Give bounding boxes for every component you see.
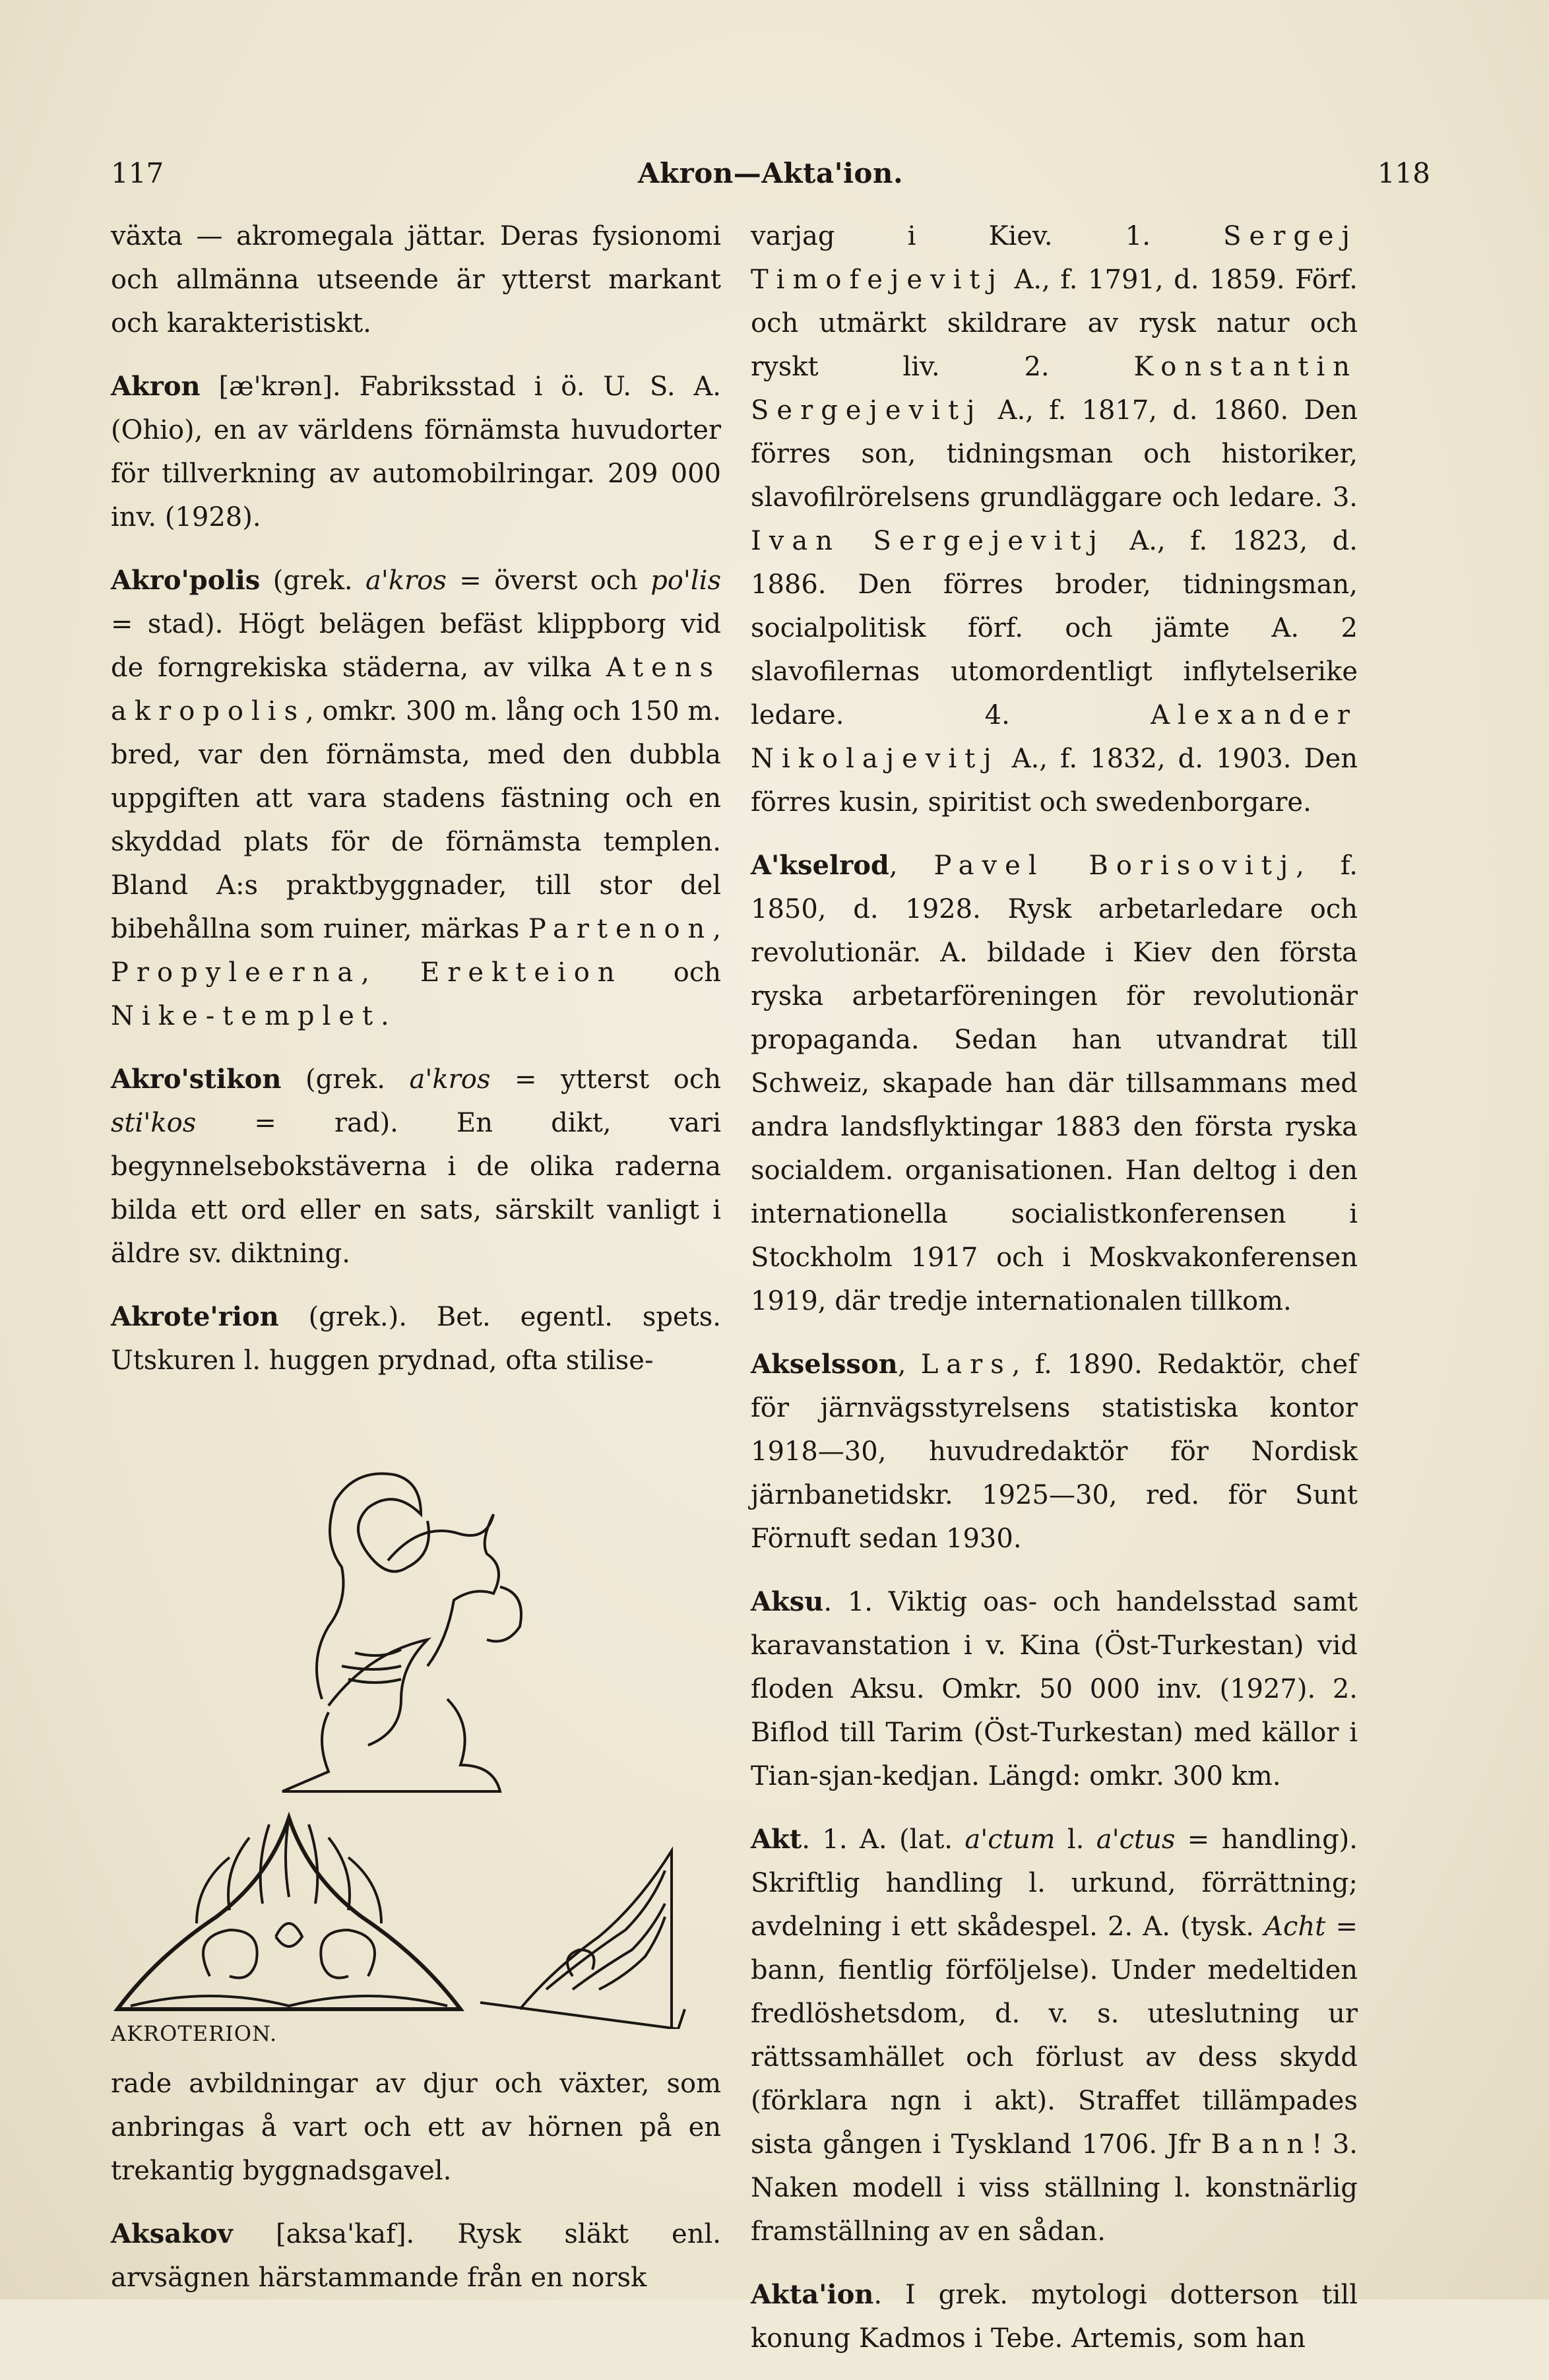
etymology-term: a'kros <box>365 565 447 596</box>
entry-text: . 1. A. (lat. <box>802 1824 965 1855</box>
entry-text: växta — akromegala jättar. Deras fysionomi och allmänna utseende är ytterst markant och karakteristiskt. <box>111 221 721 338</box>
griffin-figure <box>282 1473 521 1791</box>
page-number-right: 118 <box>1377 157 1430 189</box>
spaced-term: Konstantin Sergejevitj <box>751 352 1358 426</box>
entry-akropolis <box>111 559 721 1038</box>
etymology-term: a'kros <box>409 1064 491 1095</box>
entry-aksakov-continued <box>751 214 1358 824</box>
entry-akselsson <box>751 1343 1358 1560</box>
headword: Aksu <box>751 1586 824 1617</box>
side-profile-figure <box>480 1851 685 2029</box>
spaced-term: Sergej Timofejevitj <box>751 221 1358 295</box>
entry-akt <box>751 1818 1358 2253</box>
entry-akron <box>111 365 721 539</box>
right-column <box>751 214 1358 2380</box>
entry-text: varjag i Kiev. 1. <box>751 221 1224 251</box>
headword: Akselsson <box>751 1349 898 1380</box>
page-number-left: 117 <box>111 157 164 189</box>
entry-text: = stad). Högt belägen befäst klippborg vid de forngrekiska städerna, av vilka <box>111 609 721 683</box>
headword: Akt <box>751 1824 802 1855</box>
entry-text: rade avbildningar av djur och växter, som anbringas å vart och ett av hörnen på en trekantig byggnadsgavel. <box>111 2069 721 2186</box>
spaced-term: Nike-templet <box>111 1001 381 1031</box>
entry-text: (grek.). Bet. egentl. spets. Utskuren l. huggen prydnad, ofta stilise- <box>111 1302 721 1376</box>
spaced-term: Lars <box>920 1349 1012 1380</box>
headword: Akro'polis <box>111 565 261 596</box>
headword: Aksakov <box>111 2218 233 2249</box>
entry-text: = överst och <box>446 565 651 596</box>
entry-akroterion-continued <box>111 2062 721 2193</box>
headword: Akta'ion <box>751 2279 874 2310</box>
entry-text: = bann, fientlig förföljelse). Under medeltiden fredlöshetsdom, d. v. s. uteslutning ur rättssamhället och förlust av dess skydd (förklara ngn i akt). Straffet tillämpades sista gången i Tyskland 1706. Jfr <box>751 1912 1358 2160</box>
entry-text: = ytterst och <box>490 1064 722 1095</box>
entry-text: , <box>897 1349 921 1380</box>
akroterion-drawing <box>111 1396 721 2029</box>
figure-caption: AKROTERION. <box>111 2021 278 2046</box>
entry-akrostikon <box>111 1058 721 1275</box>
spaced-term: Propyleerna <box>111 957 362 988</box>
spaced-term: Pavel Borisovitj <box>933 851 1296 881</box>
running-title: Akron—Akta'ion. <box>637 157 904 189</box>
entry-text: , omkr. 300 m. lång och 150 m. bred, var den förnämsta, med den dubbla uppgiften att vara stadens fästning och en skyddad plats för de förnämsta templen. Bland A:s praktbyggnader, till stor del bibehållna som ruiner, märkas <box>111 696 721 944</box>
etymology-term: sti'kos <box>111 1108 197 1138</box>
entry-text: (grek. <box>260 565 366 596</box>
entry-text: , f. 1890. Redaktör, chef för järnvägsstyrelsens statistiska kontor 1918—30, huvudredaktör för Nordisk järnbanetidskr. 1925—30, red. för Sunt Förnuft sedan 1930. <box>751 1349 1358 1554</box>
headword: Akrote'rion <box>111 1301 279 1332</box>
entry-text: , f. 1850, d. 1928. Rysk arbetarledare och revolutionär. A. bildade i Kiev den första ryska arbetarföreningen för revolutionär propaganda. Sedan han utvandrat till Schweiz, skapade han där tillsammans med andra landsflyktingar 1883 den första ryska socialdem. organisationen. Han deltog i den internationella socialistkonferensen i Stockholm 1917 och i Moskvakonferensen 1919, där tredje internationalen tillkom. <box>751 851 1358 1316</box>
entry-text: . <box>381 1001 389 1031</box>
spaced-term: Bann <box>1211 2129 1312 2160</box>
entry-text: , <box>361 957 421 988</box>
entry-text: [aksa'kaf]. Rysk släkt enl. arvsägnen härstammande från en norsk <box>111 2219 721 2293</box>
spaced-term: Partenon <box>528 914 713 944</box>
entry-text: = handling). Skriftlig handling l. urkund, förrättning; avdelning i ett skådespel. 2. A. (tysk. <box>751 1824 1358 1942</box>
headword: Akron <box>111 371 201 402</box>
etymology-term: po'lis <box>650 565 721 596</box>
entry-text: ! 3. Naken modell i viss ställning l. konstnärlig framställning av en sådan. <box>751 2129 1358 2247</box>
entry-text: (grek. <box>281 1064 410 1095</box>
headword: A'kselrod <box>751 850 889 881</box>
entry-text: A., f. 1832, d. 1903. Den förres kusin, spiritist och swedenborgare. <box>751 744 1358 818</box>
spaced-term: Ivan Sergejevitj <box>751 526 1105 556</box>
left-column <box>111 214 721 2319</box>
entry-continuation <box>111 214 721 345</box>
entry-text: , <box>712 914 721 944</box>
spaced-term: Erekteion <box>420 957 623 988</box>
entry-text: , <box>889 851 934 881</box>
entry-text: och <box>622 957 721 988</box>
entry-text: A., f. 1791, d. 1859. Förf. och utmärkt skildrare av rysk natur och ryskt liv. 2. <box>751 265 1358 382</box>
entry-text: [æ'krən]. Fabriksstad i ö. U. S. A. (Ohio), en av världens förnämsta huvudorter för tillverkning av automobilringar. 209 000 inv. (1928). <box>111 371 721 532</box>
etymology-term: a'ctum <box>964 1824 1056 1855</box>
page-header <box>111 157 1430 203</box>
entry-text: = rad). En dikt, vari begynnelsebokstäverna i de olika raderna bilda ett ord eller en sats, särskilt vanligt i äldre sv. diktning. <box>111 1108 721 1269</box>
spaced-term: Alexander Nikolajevitj <box>751 700 1358 774</box>
entry-text: A., f. 1823, d. 1886. Den förres broder, tidningsman, socialpolitisk förf. och jämte A. 2 slavofilernas utomordentligt inflytelserike ledare. 4. <box>751 526 1358 730</box>
entry-text: . I grek. mytologi dotterson till konung Kadmos i Tebe. Artemis, som han <box>751 2280 1358 2354</box>
entry-akselrod <box>751 844 1358 1323</box>
etymology-term: Acht <box>1264 1912 1326 1942</box>
entry-aksu <box>751 1580 1358 1798</box>
etymology-term: a'ctus <box>1096 1824 1176 1855</box>
entry-aktaion <box>751 2273 1358 2360</box>
palmette-figure <box>117 1818 460 2009</box>
entry-akroterion <box>111 1295 721 1382</box>
entry-aksakov <box>111 2212 721 2300</box>
headword: Akro'stikon <box>111 1064 282 1095</box>
entry-text: l. <box>1055 1824 1096 1855</box>
spaced-term: Atens akropolis <box>111 653 721 726</box>
entry-text: . 1. Viktig oas- och handelsstad samt karavanstation i v. Kina (Öst-Turkestan) vid floden Aksu. Omkr. 50 000 inv. (1927). 2. Biflod till Tarim (Öst-Turkestan) med källor i Tian-sjan-kedjan. Längd: omkr. 300 km. <box>751 1587 1358 1791</box>
entry-text: A., f. 1817, d. 1860. Den förres son, tidningsman och historiker, slavofilrörelsens grundläggare och ledare. 3. <box>751 395 1358 513</box>
akroterion-illustration <box>111 1396 721 2055</box>
